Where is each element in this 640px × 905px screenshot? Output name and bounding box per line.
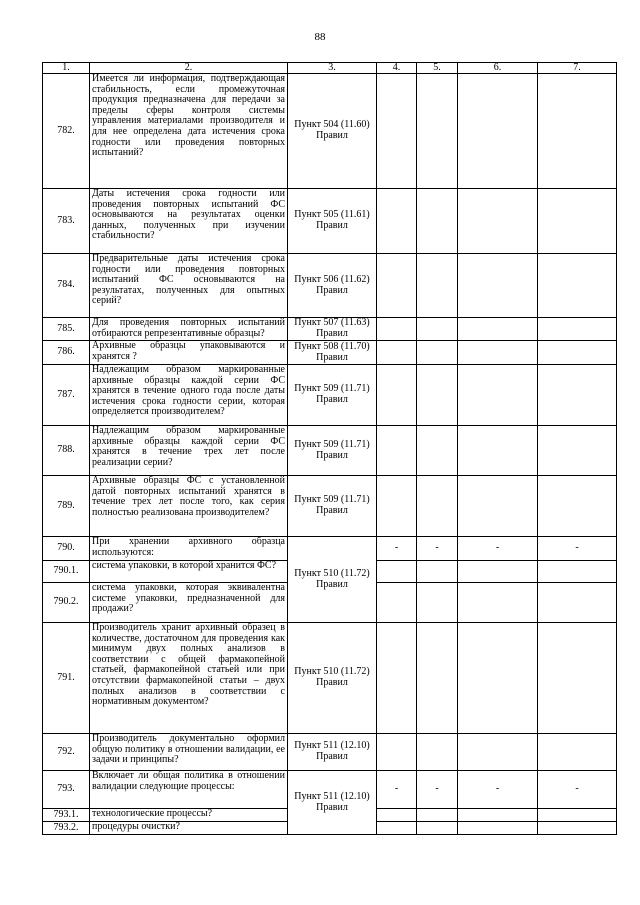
- answer-cell: [538, 809, 617, 822]
- row-number: 791.: [43, 623, 90, 734]
- answer-cell: [458, 809, 538, 822]
- row-question: Архивные образцы ФС с установленной датой повторных испытаний хранятся в течение трех лет после того, как серия полностью реализована производителем?: [90, 476, 288, 537]
- answer-cell: [538, 561, 617, 583]
- row-number: 790.: [43, 537, 90, 561]
- answer-cell: [458, 476, 538, 537]
- answer-cell: [377, 365, 417, 426]
- answer-cell: [417, 341, 458, 365]
- answer-dash: -: [538, 771, 617, 809]
- table-row: [43, 771, 617, 809]
- row-question: система упаковки, которая эквивалентна системе упаковки, предназначенной для продажи?: [90, 583, 288, 623]
- answer-cell: [458, 318, 538, 341]
- row-number: 785.: [43, 318, 90, 341]
- row-reference: Пункт 509 (11.71) Правил: [288, 365, 377, 426]
- row-number: 788.: [43, 426, 90, 476]
- header-col-3: 3.: [288, 63, 377, 74]
- answer-dash: -: [538, 537, 617, 561]
- answer-cell: [417, 74, 458, 189]
- answer-cell: [417, 583, 458, 623]
- row-reference: Пункт 511 (12.10) Правил: [288, 734, 377, 771]
- answer-cell: [417, 318, 458, 341]
- table-row: [43, 734, 617, 771]
- row-reference: Пункт 505 (11.61) Правил: [288, 189, 377, 254]
- answer-cell: [538, 189, 617, 254]
- row-question: Надлежащим образом маркированные архивные образцы каждой серии ФС хранятся в течение одного года после даты истечения срока годности серии, которая определяется производителем?: [90, 365, 288, 426]
- row-question: технологические процессы?: [90, 809, 288, 822]
- row-question: Надлежащим образом маркированные архивные образцы каждой серии ФС хранятся в течение трех лет после реализации серии?: [90, 426, 288, 476]
- answer-cell: [377, 318, 417, 341]
- row-number: 787.: [43, 365, 90, 426]
- answer-cell: [377, 822, 417, 835]
- row-question: Производитель документально оформил общую политику в отношении валидации, ее задачи и принципы?: [90, 734, 288, 771]
- answer-cell: [377, 809, 417, 822]
- table-row: [43, 318, 617, 341]
- row-number: 793.: [43, 771, 90, 809]
- answer-cell: [458, 74, 538, 189]
- answer-cell: [538, 822, 617, 835]
- header-col-5: 5.: [417, 63, 458, 74]
- header-col-7: 7.: [538, 63, 617, 74]
- answer-cell: [417, 426, 458, 476]
- answer-cell: [458, 426, 538, 476]
- row-reference: Пункт 507 (11.63) Правил: [288, 318, 377, 341]
- row-reference: Пункт 504 (11.60) Правил: [288, 74, 377, 189]
- answer-cell: [417, 822, 458, 835]
- table-row: [43, 476, 617, 537]
- answer-cell: [458, 734, 538, 771]
- answer-cell: [417, 254, 458, 318]
- row-question: Предварительные даты истечения срока годности или проведения повторных испытаний ФС основываются на результатах, полученных для опытных серий?: [90, 254, 288, 318]
- answer-cell: [377, 189, 417, 254]
- table-row: [43, 254, 617, 318]
- row-number: 782.: [43, 74, 90, 189]
- header-row: [43, 63, 617, 74]
- row-question: Имеется ли информация, подтверждающая стабильность, если промежуточная продукция предназначена для передачи за пределы сферы контроля системы управления материалами производителя и для нее определена дата истечения срока годности или проведения повторных испытаний?: [90, 74, 288, 189]
- answer-dash: -: [417, 537, 458, 561]
- table-row: [43, 365, 617, 426]
- answer-cell: [417, 476, 458, 537]
- checklist-table: [42, 62, 617, 835]
- answer-cell: [538, 341, 617, 365]
- answer-cell: [377, 254, 417, 318]
- answer-dash: -: [458, 537, 538, 561]
- answer-cell: [538, 365, 617, 426]
- answer-cell: [417, 623, 458, 734]
- row-number: 790.2.: [43, 583, 90, 623]
- answer-cell: [538, 318, 617, 341]
- table-row: [43, 623, 617, 734]
- answer-dash: -: [458, 771, 538, 809]
- row-number: 793.2.: [43, 822, 90, 835]
- answer-dash: -: [377, 537, 417, 561]
- row-number: 793.1.: [43, 809, 90, 822]
- answer-cell: [417, 734, 458, 771]
- page-number: 88: [314, 31, 326, 43]
- answer-cell: [417, 561, 458, 583]
- answer-cell: [458, 365, 538, 426]
- row-number: 786.: [43, 341, 90, 365]
- answer-cell: [538, 426, 617, 476]
- row-question: Для проведения повторных испытаний отбираются репрезентативные образцы?: [90, 318, 288, 341]
- answer-cell: [538, 254, 617, 318]
- row-question: Даты истечения срока годности или проведения повторных испытаний ФС основываются на результатах оценки данных, полученных при изучении стабильности?: [90, 189, 288, 254]
- row-number: 792.: [43, 734, 90, 771]
- answer-dash: -: [377, 771, 417, 809]
- row-question: Включает ли общая политика в отношении валидации следующие процессы:: [90, 771, 288, 809]
- header-col-6: 6.: [458, 63, 538, 74]
- answer-cell: [458, 822, 538, 835]
- answer-cell: [377, 561, 417, 583]
- answer-cell: [377, 74, 417, 189]
- row-question: система упаковки, в которой хранится ФС?: [90, 561, 288, 583]
- answer-cell: [417, 809, 458, 822]
- answer-cell: [458, 583, 538, 623]
- row-number: 789.: [43, 476, 90, 537]
- answer-cell: [377, 734, 417, 771]
- row-number: 790.1.: [43, 561, 90, 583]
- answer-cell: [538, 476, 617, 537]
- row-reference: Пункт 510 (11.72) Правил: [288, 623, 377, 734]
- table-row: [43, 426, 617, 476]
- row-number: 784.: [43, 254, 90, 318]
- answer-cell: [417, 365, 458, 426]
- table-row: [43, 74, 617, 189]
- row-number: 783.: [43, 189, 90, 254]
- row-reference: Пункт 508 (11.70) Правил: [288, 341, 377, 365]
- answer-cell: [538, 583, 617, 623]
- row-question: Архивные образцы упаковываются и хранятся ?: [90, 341, 288, 365]
- answer-cell: [538, 623, 617, 734]
- row-question: Производитель хранит архивный образец в количестве, достаточном для проведения как минимум двух полных анализов в соответствии с общей фармакопейной статьей, фармакопейной статьей или при отсутствии фармакопейной статьи – двух полных анализов в соответствии с нормативным документом?: [90, 623, 288, 734]
- row-reference: Пункт 509 (11.71) Правил: [288, 476, 377, 537]
- answer-cell: [377, 476, 417, 537]
- answer-cell: [538, 734, 617, 771]
- row-reference: Пункт 506 (11.62) Правил: [288, 254, 377, 318]
- table-row: [43, 341, 617, 365]
- answer-cell: [458, 254, 538, 318]
- answer-cell: [458, 561, 538, 583]
- table-row: [43, 537, 617, 561]
- header-col-1: 1.: [43, 63, 90, 74]
- row-question: процедуры очистки?: [90, 822, 288, 835]
- row-reference: Пункт 509 (11.71) Правил: [288, 426, 377, 476]
- answer-cell: [377, 426, 417, 476]
- answer-cell: [377, 623, 417, 734]
- answer-cell: [538, 74, 617, 189]
- answer-dash: -: [417, 771, 458, 809]
- row-reference: Пункт 511 (12.10) Правил: [288, 771, 377, 835]
- row-question: При хранении архивного образца используются:: [90, 537, 288, 561]
- answer-cell: [377, 583, 417, 623]
- answer-cell: [417, 189, 458, 254]
- table-row: [43, 189, 617, 254]
- header-col-4: 4.: [377, 63, 417, 74]
- header-col-2: 2.: [90, 63, 288, 74]
- answer-cell: [458, 341, 538, 365]
- row-reference: Пункт 510 (11.72) Правил: [288, 537, 377, 623]
- answer-cell: [458, 189, 538, 254]
- answer-cell: [377, 341, 417, 365]
- answer-cell: [458, 623, 538, 734]
